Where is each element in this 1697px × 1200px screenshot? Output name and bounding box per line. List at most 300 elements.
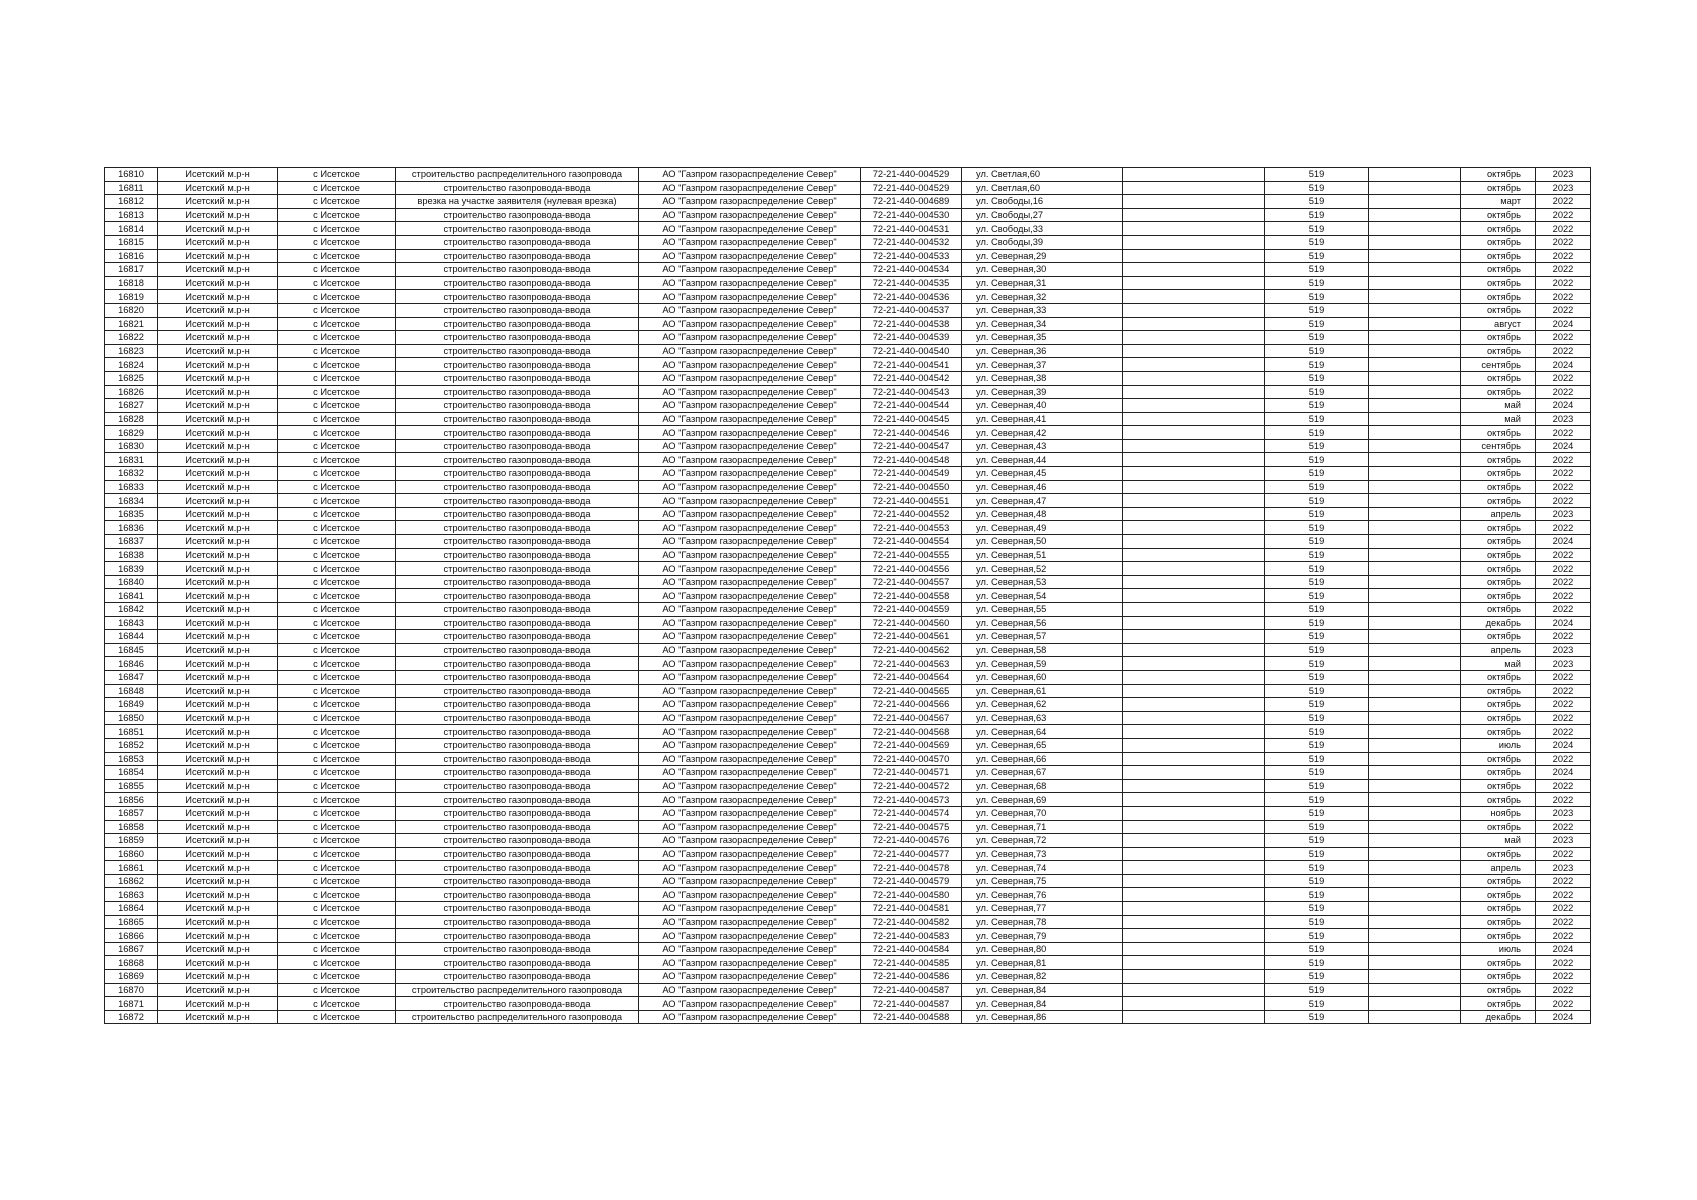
row-number-cell: 16810	[105, 168, 158, 182]
address-cell: ул. Свободы,33	[962, 222, 1123, 236]
empty-cell	[1123, 453, 1265, 467]
work-type-cell: строительство газопровода-ввода	[396, 399, 639, 413]
empty-cell	[1123, 929, 1265, 943]
application-code-cell: 72-21-440-004576	[861, 834, 962, 848]
value-cell: 519	[1265, 929, 1369, 943]
month-cell: декабрь	[1461, 616, 1536, 630]
table-row	[105, 181, 1591, 195]
settlement-cell: с Исетское	[278, 806, 396, 820]
table-row	[105, 439, 1591, 453]
empty-cell	[1123, 235, 1265, 249]
organization-cell: АО "Газпром газораспределение Север"	[639, 603, 861, 617]
empty-cell	[1123, 657, 1265, 671]
work-type-cell: строительство газопровода-ввода	[396, 562, 639, 576]
address-cell: ул. Северная,39	[962, 385, 1123, 399]
district-cell: Исетский м.р-н	[158, 494, 278, 508]
application-code-cell: 72-21-440-004551	[861, 494, 962, 508]
month-cell: октябрь	[1461, 670, 1536, 684]
work-type-cell: строительство газопровода-ввода	[396, 303, 639, 317]
year-cell: 2022	[1536, 235, 1591, 249]
organization-cell: АО "Газпром газораспределение Север"	[639, 562, 861, 576]
table-row	[105, 847, 1591, 861]
empty-cell	[1369, 698, 1461, 712]
row-number-cell: 16858	[105, 820, 158, 834]
month-cell: октябрь	[1461, 874, 1536, 888]
table-row	[105, 399, 1591, 413]
work-type-cell: строительство газопровода-ввода	[396, 249, 639, 263]
settlement-cell: с Исетское	[278, 195, 396, 209]
work-type-cell: строительство газопровода-ввода	[396, 670, 639, 684]
application-code-cell: 72-21-440-004568	[861, 725, 962, 739]
empty-cell	[1123, 630, 1265, 644]
row-number-cell: 16823	[105, 344, 158, 358]
organization-cell: АО "Газпром газораспределение Север"	[639, 385, 861, 399]
address-cell: ул. Северная,40	[962, 399, 1123, 413]
district-cell: Исетский м.р-н	[158, 1010, 278, 1024]
table-row	[105, 358, 1591, 372]
empty-cell	[1123, 698, 1265, 712]
work-type-cell: строительство газопровода-ввода	[396, 834, 639, 848]
address-cell: ул. Северная,41	[962, 412, 1123, 426]
application-code-cell: 72-21-440-004577	[861, 847, 962, 861]
empty-cell	[1369, 208, 1461, 222]
month-cell: октябрь	[1461, 385, 1536, 399]
empty-cell	[1123, 426, 1265, 440]
month-cell: июль	[1461, 942, 1536, 956]
row-number-cell: 16847	[105, 670, 158, 684]
month-cell: октябрь	[1461, 970, 1536, 984]
empty-cell	[1123, 970, 1265, 984]
table-row	[105, 562, 1591, 576]
value-cell: 519	[1265, 820, 1369, 834]
year-cell: 2024	[1536, 535, 1591, 549]
address-cell: ул. Северная,75	[962, 874, 1123, 888]
year-cell: 2022	[1536, 385, 1591, 399]
organization-cell: АО "Газпром газораспределение Север"	[639, 779, 861, 793]
empty-cell	[1123, 344, 1265, 358]
year-cell: 2022	[1536, 630, 1591, 644]
district-cell: Исетский м.р-н	[158, 630, 278, 644]
settlement-cell: с Исетское	[278, 521, 396, 535]
organization-cell: АО "Газпром газораспределение Север"	[639, 929, 861, 943]
empty-cell	[1369, 915, 1461, 929]
empty-cell	[1369, 480, 1461, 494]
organization-cell: АО "Газпром газораспределение Север"	[639, 467, 861, 481]
address-cell: ул. Северная,68	[962, 779, 1123, 793]
empty-cell	[1123, 276, 1265, 290]
value-cell: 519	[1265, 738, 1369, 752]
value-cell: 519	[1265, 766, 1369, 780]
table-row	[105, 249, 1591, 263]
month-cell: май	[1461, 399, 1536, 413]
month-cell: октябрь	[1461, 711, 1536, 725]
district-cell: Исетский м.р-н	[158, 480, 278, 494]
year-cell: 2022	[1536, 548, 1591, 562]
month-cell: октябрь	[1461, 847, 1536, 861]
table-row	[105, 208, 1591, 222]
organization-cell: АО "Газпром газораспределение Север"	[639, 371, 861, 385]
value-cell: 519	[1265, 249, 1369, 263]
address-cell: ул. Северная,46	[962, 480, 1123, 494]
settlement-cell: с Исетское	[278, 535, 396, 549]
organization-cell: АО "Газпром газораспределение Север"	[639, 806, 861, 820]
district-cell: Исетский м.р-н	[158, 439, 278, 453]
organization-cell: АО "Газпром газораспределение Север"	[639, 575, 861, 589]
organization-cell: АО "Газпром газораспределение Север"	[639, 942, 861, 956]
row-number-cell: 16833	[105, 480, 158, 494]
empty-cell	[1123, 195, 1265, 209]
row-number-cell: 16831	[105, 453, 158, 467]
table-row	[105, 779, 1591, 793]
organization-cell: АО "Газпром газораспределение Север"	[639, 983, 861, 997]
settlement-cell: с Исетское	[278, 902, 396, 916]
year-cell: 2024	[1536, 766, 1591, 780]
district-cell: Исетский м.р-н	[158, 344, 278, 358]
settlement-cell: с Исетское	[278, 670, 396, 684]
month-cell: октябрь	[1461, 290, 1536, 304]
month-cell: октябрь	[1461, 168, 1536, 182]
value-cell: 519	[1265, 1010, 1369, 1024]
month-cell: октябрь	[1461, 793, 1536, 807]
table-row	[105, 902, 1591, 916]
work-type-cell: строительство газопровода-ввода	[396, 874, 639, 888]
organization-cell: АО "Газпром газораспределение Север"	[639, 507, 861, 521]
year-cell: 2024	[1536, 1010, 1591, 1024]
organization-cell: АО "Газпром газораспределение Север"	[639, 793, 861, 807]
district-cell: Исетский м.р-н	[158, 535, 278, 549]
district-cell: Исетский м.р-н	[158, 276, 278, 290]
value-cell: 519	[1265, 385, 1369, 399]
table-row	[105, 643, 1591, 657]
settlement-cell: с Исетское	[278, 657, 396, 671]
month-cell: октябрь	[1461, 331, 1536, 345]
work-type-cell: строительство газопровода-ввода	[396, 412, 639, 426]
organization-cell: АО "Газпром газораспределение Север"	[639, 412, 861, 426]
empty-cell	[1369, 942, 1461, 956]
row-number-cell: 16834	[105, 494, 158, 508]
table-row	[105, 575, 1591, 589]
value-cell: 519	[1265, 548, 1369, 562]
month-cell: октябрь	[1461, 426, 1536, 440]
row-number-cell: 16836	[105, 521, 158, 535]
district-cell: Исетский м.р-н	[158, 874, 278, 888]
year-cell: 2022	[1536, 276, 1591, 290]
application-code-cell: 72-21-440-004574	[861, 806, 962, 820]
empty-cell	[1123, 589, 1265, 603]
empty-cell	[1369, 575, 1461, 589]
empty-cell	[1369, 290, 1461, 304]
settlement-cell: с Исетское	[278, 874, 396, 888]
application-code-cell: 72-21-440-004544	[861, 399, 962, 413]
value-cell: 519	[1265, 684, 1369, 698]
value-cell: 519	[1265, 643, 1369, 657]
empty-cell	[1123, 643, 1265, 657]
application-code-cell: 72-21-440-004554	[861, 535, 962, 549]
settlement-cell: с Исетское	[278, 589, 396, 603]
work-type-cell: строительство газопровода-ввода	[396, 861, 639, 875]
organization-cell: АО "Газпром газораспределение Север"	[639, 698, 861, 712]
settlement-cell: с Исетское	[278, 630, 396, 644]
settlement-cell: с Исетское	[278, 983, 396, 997]
work-type-cell: строительство газопровода-ввода	[396, 902, 639, 916]
row-number-cell: 16819	[105, 290, 158, 304]
row-number-cell: 16812	[105, 195, 158, 209]
organization-cell: АО "Газпром газораспределение Север"	[639, 834, 861, 848]
month-cell: март	[1461, 195, 1536, 209]
organization-cell: АО "Газпром газораспределение Север"	[639, 263, 861, 277]
year-cell: 2022	[1536, 575, 1591, 589]
empty-cell	[1123, 290, 1265, 304]
address-cell: ул. Северная,63	[962, 711, 1123, 725]
application-code-cell: 72-21-440-004548	[861, 453, 962, 467]
table-row	[105, 371, 1591, 385]
value-cell: 519	[1265, 344, 1369, 358]
settlement-cell: с Исетское	[278, 263, 396, 277]
address-cell: ул. Северная,69	[962, 793, 1123, 807]
table-row	[105, 929, 1591, 943]
work-type-cell: строительство газопровода-ввода	[396, 276, 639, 290]
work-type-cell: строительство газопровода-ввода	[396, 997, 639, 1011]
empty-cell	[1369, 548, 1461, 562]
table-row	[105, 548, 1591, 562]
address-cell: ул. Северная,49	[962, 521, 1123, 535]
empty-cell	[1123, 562, 1265, 576]
empty-cell	[1369, 235, 1461, 249]
value-cell: 519	[1265, 752, 1369, 766]
empty-cell	[1369, 562, 1461, 576]
address-cell: ул. Северная,51	[962, 548, 1123, 562]
year-cell: 2022	[1536, 698, 1591, 712]
empty-cell	[1369, 902, 1461, 916]
table-row	[105, 168, 1591, 182]
empty-cell	[1123, 942, 1265, 956]
year-cell: 2024	[1536, 358, 1591, 372]
work-type-cell: строительство газопровода-ввода	[396, 426, 639, 440]
settlement-cell: с Исетское	[278, 181, 396, 195]
year-cell: 2023	[1536, 181, 1591, 195]
district-cell: Исетский м.р-н	[158, 847, 278, 861]
application-code-cell: 72-21-440-004537	[861, 303, 962, 317]
address-cell: ул. Северная,44	[962, 453, 1123, 467]
address-cell: ул. Северная,59	[962, 657, 1123, 671]
row-number-cell: 16821	[105, 317, 158, 331]
year-cell: 2022	[1536, 888, 1591, 902]
empty-cell	[1369, 603, 1461, 617]
settlement-cell: с Исетское	[278, 235, 396, 249]
organization-cell: АО "Газпром газораспределение Север"	[639, 970, 861, 984]
settlement-cell: с Исетское	[278, 453, 396, 467]
row-number-cell: 16844	[105, 630, 158, 644]
empty-cell	[1369, 616, 1461, 630]
work-type-cell: строительство газопровода-ввода	[396, 698, 639, 712]
month-cell: октябрь	[1461, 453, 1536, 467]
settlement-cell: с Исетское	[278, 344, 396, 358]
work-type-cell: строительство газопровода-ввода	[396, 439, 639, 453]
address-cell: ул. Северная,58	[962, 643, 1123, 657]
month-cell: апрель	[1461, 507, 1536, 521]
empty-cell	[1123, 616, 1265, 630]
address-cell: ул. Северная,60	[962, 670, 1123, 684]
settlement-cell: с Исетское	[278, 711, 396, 725]
year-cell: 2022	[1536, 426, 1591, 440]
empty-cell	[1123, 861, 1265, 875]
empty-cell	[1123, 603, 1265, 617]
row-number-cell: 16864	[105, 902, 158, 916]
application-code-cell: 72-21-440-004555	[861, 548, 962, 562]
month-cell: октябрь	[1461, 235, 1536, 249]
month-cell: октябрь	[1461, 371, 1536, 385]
settlement-cell: с Исетское	[278, 1010, 396, 1024]
value-cell: 519	[1265, 195, 1369, 209]
empty-cell	[1123, 331, 1265, 345]
organization-cell: АО "Газпром газораспределение Север"	[639, 915, 861, 929]
address-cell: ул. Северная,86	[962, 1010, 1123, 1024]
year-cell: 2024	[1536, 616, 1591, 630]
table-row	[105, 467, 1591, 481]
month-cell: октябрь	[1461, 725, 1536, 739]
application-code-cell: 72-21-440-004570	[861, 752, 962, 766]
value-cell: 519	[1265, 861, 1369, 875]
settlement-cell: с Исетское	[278, 643, 396, 657]
table-row	[105, 589, 1591, 603]
settlement-cell: с Исетское	[278, 276, 396, 290]
district-cell: Исетский м.р-н	[158, 371, 278, 385]
organization-cell: АО "Газпром газораспределение Север"	[639, 249, 861, 263]
empty-cell	[1123, 507, 1265, 521]
application-code-cell: 72-21-440-004546	[861, 426, 962, 440]
empty-cell	[1123, 779, 1265, 793]
row-number-cell: 16857	[105, 806, 158, 820]
work-type-cell: строительство газопровода-ввода	[396, 643, 639, 657]
settlement-cell: с Исетское	[278, 793, 396, 807]
value-cell: 519	[1265, 970, 1369, 984]
year-cell: 2024	[1536, 439, 1591, 453]
settlement-cell: с Исетское	[278, 208, 396, 222]
organization-cell: АО "Газпром газораспределение Север"	[639, 521, 861, 535]
year-cell: 2023	[1536, 806, 1591, 820]
table-row	[105, 344, 1591, 358]
year-cell: 2023	[1536, 412, 1591, 426]
empty-cell	[1123, 480, 1265, 494]
value-cell: 519	[1265, 426, 1369, 440]
row-number-cell: 16837	[105, 535, 158, 549]
table-row	[105, 317, 1591, 331]
table-row	[105, 263, 1591, 277]
district-cell: Исетский м.р-н	[158, 766, 278, 780]
organization-cell: АО "Газпром газораспределение Север"	[639, 222, 861, 236]
organization-cell: АО "Газпром газораспределение Север"	[639, 235, 861, 249]
district-cell: Исетский м.р-н	[158, 983, 278, 997]
row-number-cell: 16845	[105, 643, 158, 657]
value-cell: 519	[1265, 222, 1369, 236]
row-number-cell: 16867	[105, 942, 158, 956]
value-cell: 519	[1265, 358, 1369, 372]
settlement-cell: с Исетское	[278, 956, 396, 970]
empty-cell	[1123, 820, 1265, 834]
district-cell: Исетский м.р-н	[158, 657, 278, 671]
address-cell: ул. Северная,43	[962, 439, 1123, 453]
organization-cell: АО "Газпром газораспределение Север"	[639, 439, 861, 453]
empty-cell	[1123, 467, 1265, 481]
row-number-cell: 16855	[105, 779, 158, 793]
row-number-cell: 16871	[105, 997, 158, 1011]
empty-cell	[1123, 494, 1265, 508]
settlement-cell: с Исетское	[278, 249, 396, 263]
settlement-cell: с Исетское	[278, 698, 396, 712]
year-cell: 2022	[1536, 521, 1591, 535]
empty-cell	[1369, 888, 1461, 902]
month-cell: октябрь	[1461, 929, 1536, 943]
row-number-cell: 16818	[105, 276, 158, 290]
month-cell: ноябрь	[1461, 806, 1536, 820]
year-cell: 2022	[1536, 331, 1591, 345]
district-cell: Исетский м.р-н	[158, 399, 278, 413]
empty-cell	[1369, 453, 1461, 467]
year-cell: 2022	[1536, 589, 1591, 603]
value-cell: 519	[1265, 997, 1369, 1011]
empty-cell	[1369, 371, 1461, 385]
address-cell: ул. Северная,62	[962, 698, 1123, 712]
settlement-cell: с Исетское	[278, 970, 396, 984]
value-cell: 519	[1265, 208, 1369, 222]
application-code-cell: 72-21-440-004689	[861, 195, 962, 209]
row-number-cell: 16827	[105, 399, 158, 413]
empty-cell	[1123, 181, 1265, 195]
district-cell: Исетский м.р-н	[158, 997, 278, 1011]
year-cell: 2022	[1536, 249, 1591, 263]
district-cell: Исетский м.р-н	[158, 181, 278, 195]
empty-cell	[1123, 997, 1265, 1011]
organization-cell: АО "Газпром газораспределение Север"	[639, 956, 861, 970]
application-code-cell: 72-21-440-004586	[861, 970, 962, 984]
address-cell: ул. Северная,34	[962, 317, 1123, 331]
month-cell: октябрь	[1461, 698, 1536, 712]
gasification-register-table	[104, 167, 1591, 1024]
empty-cell	[1123, 371, 1265, 385]
empty-cell	[1369, 276, 1461, 290]
address-cell: ул. Северная,33	[962, 303, 1123, 317]
organization-cell: АО "Газпром газораспределение Север"	[639, 643, 861, 657]
organization-cell: АО "Газпром газораспределение Север"	[639, 494, 861, 508]
row-number-cell: 16822	[105, 331, 158, 345]
work-type-cell: строительство газопровода-ввода	[396, 535, 639, 549]
work-type-cell: строительство газопровода-ввода	[396, 589, 639, 603]
year-cell: 2022	[1536, 290, 1591, 304]
district-cell: Исетский м.р-н	[158, 834, 278, 848]
year-cell: 2022	[1536, 820, 1591, 834]
settlement-cell: с Исетское	[278, 725, 396, 739]
settlement-cell: с Исетское	[278, 766, 396, 780]
settlement-cell: с Исетское	[278, 371, 396, 385]
address-cell: ул. Северная,31	[962, 276, 1123, 290]
table-row	[105, 684, 1591, 698]
settlement-cell: с Исетское	[278, 684, 396, 698]
row-number-cell: 16870	[105, 983, 158, 997]
organization-cell: АО "Газпром газораспределение Север"	[639, 820, 861, 834]
table-row	[105, 834, 1591, 848]
year-cell: 2022	[1536, 847, 1591, 861]
work-type-cell: строительство газопровода-ввода	[396, 820, 639, 834]
empty-cell	[1369, 222, 1461, 236]
district-cell: Исетский м.р-н	[158, 779, 278, 793]
settlement-cell: с Исетское	[278, 603, 396, 617]
work-type-cell: строительство газопровода-ввода	[396, 208, 639, 222]
empty-cell	[1123, 888, 1265, 902]
value-cell: 519	[1265, 915, 1369, 929]
application-code-cell: 72-21-440-004587	[861, 983, 962, 997]
value-cell: 519	[1265, 589, 1369, 603]
empty-cell	[1123, 670, 1265, 684]
